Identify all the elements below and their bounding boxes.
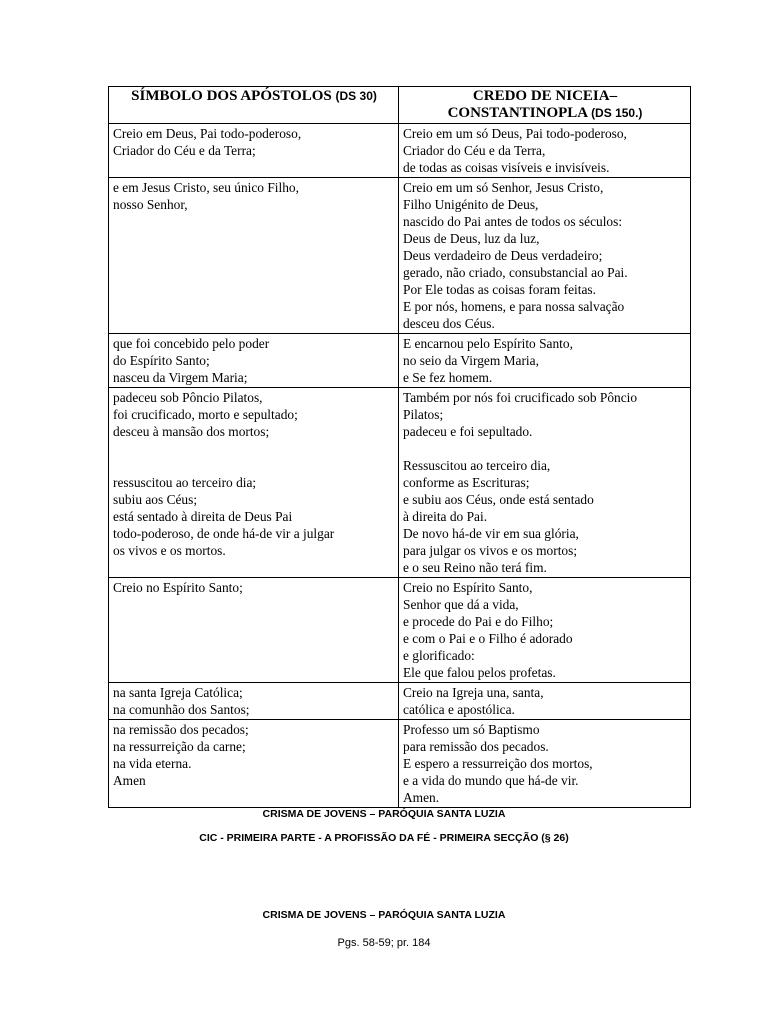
creed-line: na remissão dos pecados; [113,722,249,737]
creed-line: e subiu aos Céus, onde está sentado [403,492,594,507]
creed-comparison-table [108,86,691,808]
footer-parish-line: CRISMA DE JOVENS – PARÓQUIA SANTA LUZIA [262,808,506,820]
apostles-creed-cell [109,578,399,683]
creed-line: Creio no Espírito Santo, [403,580,533,595]
creed-line: Creio no Espírito Santo; [113,580,243,595]
creed-line: E encarnou pelo Espírito Santo, [403,336,573,351]
creed-line: para remissão dos pecados. [403,739,549,754]
nicene-creed-cell [399,124,691,178]
creed-line: os vivos e os mortos. [113,543,226,558]
creed-line: conforme as Escrituras; [403,475,530,490]
creed-line: E por nós, homens, e para nossa salvação [403,299,625,314]
table-row [109,334,691,388]
creed-line: na vida eterna. [113,756,192,771]
creed-line: E espero a ressurreição dos mortos, [403,756,593,771]
apostles-creed-header [109,87,399,124]
nicene-creed-cell [399,388,691,578]
creed-line: Ele que falou pelos profetas. [403,665,556,680]
apostles-creed-cell [109,720,399,808]
creed-line: Deus de Deus, luz da luz, [403,231,540,246]
creed-line: católica e apostólica. [403,702,515,717]
nicene-creed-cell [399,683,691,720]
creed-line: na comunhão dos Santos; [113,702,250,717]
nicene-creed-cell [399,720,691,808]
creed-line: desceu à mansão dos mortos; [113,424,270,439]
nicene-creed-title-line1: CREDO DE NICEIA– [472,88,618,104]
footer-parish-line-repeat: CRISMA DE JOVENS – PARÓQUIA SANTA LUZIA [262,909,506,921]
apostles-creed-cell [109,683,399,720]
creed-line: e procede do Pai e do Filho; [403,614,554,629]
footer-cic-reference: CIC - PRIMEIRA PARTE - A PROFISSÃO DA FÉ - PRIMEIRA SECÇÃO (§ 26) [199,832,569,844]
creed-line: ressuscitou ao terceiro dia; [113,475,257,490]
creed-line: Filho Unigénito de Deus, [403,197,539,212]
apostles-creed-title: SÍMBOLO DOS APÓSTOLOS [131,88,332,104]
footer-page-reference: Pgs. 58-59; pr. 184 [337,937,431,949]
blank-line [113,440,395,457]
creed-line: Pilatos; [403,407,444,422]
creed-line: nascido do Pai antes de todos os séculos: [403,214,623,229]
nicene-creed-cell [399,334,691,388]
creed-line: à direita do Pai. [403,509,488,524]
creed-line: do Espírito Santo; [113,353,210,368]
creed-line: Senhor que dá a vida, [403,597,519,612]
creed-line: Também por nós foi crucificado sob Pôncio [403,390,638,405]
creed-line: e em Jesus Cristo, seu único Filho, [113,180,299,195]
table-row [109,683,691,720]
table-row [109,178,691,334]
creed-line: na ressurreição da carne; [113,739,246,754]
creed-line: para julgar os vivos e os mortos; [403,543,578,558]
creed-line: Ressuscitou ao terceiro dia, [403,458,551,473]
apostles-creed-cell [109,388,399,578]
blank-line [403,440,687,457]
creed-line: Por Ele todas as coisas foram feitas. [403,282,596,297]
nicene-creed-cell [399,578,691,683]
blank-line [113,457,395,474]
creed-line: Amen. [403,790,440,805]
creed-line: Creio em Deus, Pai todo-poderoso, [113,126,302,141]
creed-line: e com o Pai e o Filho é adorado [403,631,573,646]
creed-line: Creio em um só Senhor, Jesus Cristo, [403,180,604,195]
creed-line: Amen [113,773,146,788]
table-body [109,124,691,808]
table-header-row [109,87,691,124]
creed-line: Creio na Igreja una, santa, [403,685,544,700]
table-row [109,124,691,178]
apostles-creed-cell [109,334,399,388]
creed-line: padeceu sob Pôncio Pilatos, [113,390,263,405]
nicene-creed-ref: (DS 150.) [591,106,643,120]
creed-line: padeceu e foi sepultado. [403,424,533,439]
creed-line: na santa Igreja Católica; [113,685,243,700]
apostles-creed-cell [109,178,399,334]
creed-line: e glorificado: [403,648,475,663]
creed-line: Deus verdadeiro de Deus verdadeiro; [403,248,603,263]
creed-line: De novo há-de vir em sua glória, [403,526,579,541]
creed-line: Criador do Céu e da Terra, [403,143,546,158]
creed-line: nasceu da Virgem Maria; [113,370,248,385]
nicene-creed-title-line2: CONSTANTINOPLA [447,105,588,121]
table-row [109,578,691,683]
creed-line: que foi concebido pelo poder [113,336,270,351]
creed-line: desceu dos Céus. [403,316,495,331]
nicene-creed-cell [399,178,691,334]
creed-line: Professo um só Baptismo [403,722,540,737]
apostles-creed-cell [109,124,399,178]
nicene-creed-header [399,87,691,124]
creed-line: gerado, não criado, consubstancial ao Pai. [403,265,628,280]
creed-line: foi crucificado, morto e sepultado; [113,407,298,422]
creed-line: está sentado à direita de Deus Pai [113,509,293,524]
creed-line: subiu aos Céus; [113,492,198,507]
apostles-creed-ref: (DS 30) [335,89,377,103]
creed-line: Criador do Céu e da Terra; [113,143,256,158]
creed-line: e Se fez homem. [403,370,493,385]
creed-line: no seio da Virgem Maria, [403,353,539,368]
table-row [109,388,691,578]
creed-line: e o seu Reino não terá fim. [403,560,547,575]
table-row [109,720,691,808]
creed-line: e a vida do mundo que há-de vir. [403,773,579,788]
creed-line: de todas as coisas visíveis e invisíveis. [403,160,610,175]
creed-line: todo-poderoso, de onde há-de vir a julgar [113,526,335,541]
creed-line: nosso Senhor, [113,197,188,212]
creed-line: Creio em um só Deus, Pai todo-poderoso, [403,126,627,141]
